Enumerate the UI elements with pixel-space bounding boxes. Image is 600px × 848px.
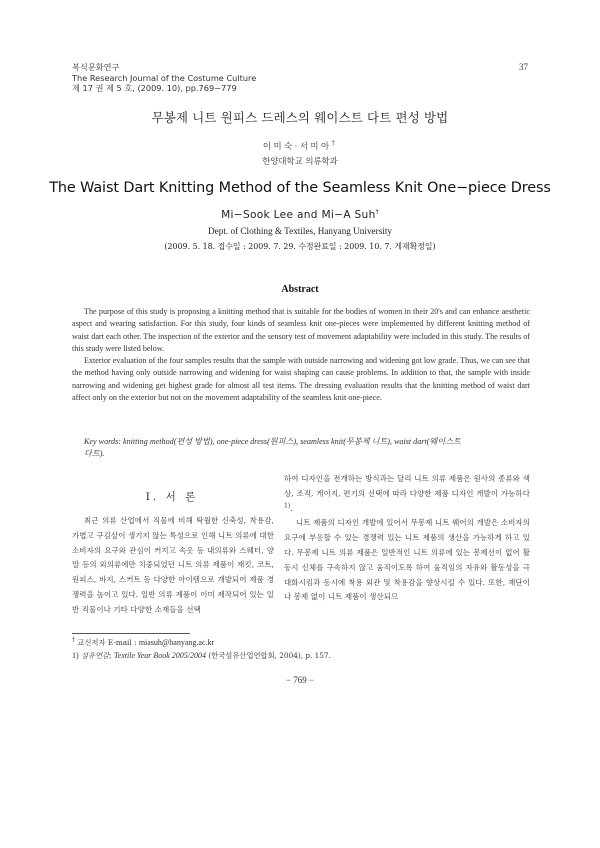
journal-name-en: The Research Journal of the Costume Culture [72,72,257,83]
authors-en [60,209,540,221]
footnote-ref-1: 1) [284,502,291,510]
corresponding-email: miasuh@hanyang.ac.kr [138,638,215,647]
footnote-1-rest: (한국섬유산업연합회, 2004), p. 157. [208,651,331,660]
footnote-1-number: 1) [72,651,79,660]
footnote-1-title: Textile Year Book 2005/2004 [113,651,207,660]
intro-paragraph-1-cont-text: 하여 디자인을 전개하는 방식과는 달리 니트 의류 제품은 원사의 종류와 색상, 조직, 게이지, 편기의 선택에 따라 다양한 제품 디자인 개발이 가능하다 [284,474,530,498]
received-dates: (2009. 5. 18. 접수일 : 2009. 7. 29. 수정완료일 : 2009. 10. 7. 게재확정일) [164,242,436,251]
affiliation-en: Dept. of Clothing & Textiles, Hanyang University [208,226,392,236]
intro-right-column [284,472,530,605]
footer-page-number: − 769 − [285,675,315,685]
footnote-corresponding-label: 교신저자 E-mail : [77,638,139,647]
affiliation-kr: 한양대학교 의류학과 [262,156,338,166]
footnote-1 [72,650,331,661]
authors-kr [60,140,540,152]
footnote-divider [72,633,190,634]
volume-line: 제 17 권 제 5 호, (2009. 10), pp.769∼779 [72,83,237,93]
page-number: 37 [519,62,528,72]
footnote-corresponding [72,637,214,648]
abstract-heading: Abstract [281,284,319,295]
intro-left-column [72,514,274,618]
corresponding-mark: † [331,140,338,148]
journal-name-kr: 복식문화연구 [72,62,120,72]
corresponding-mark-en: † [375,208,379,216]
abstract-paragraph-1: The purpose of this study is proposing a knitting method that is suitable for the bodies of women in their 20's and can enhance aesthetic aspect and wearing satisfaction. For this study, four kinds of seamless knit one-pieces were implemented by different knitting method of waist dart each other. The inspection of the exterior and the sensory test of movement adaptability were included in this study. The results of this study were listed below. [72,307,530,353]
journal-header [72,62,372,94]
title-kr: 무봉제 니트 원피스 드레스의 웨이스트 다트 편성 방법 [151,110,449,125]
abstract-paragraph-2: Exterior evaluation of the four samples results that the sample with outside narrowing and widening got low grade. Thus, we can see that the method having only outside narrowing and widening for waist shaping can cause problems. In addition to that, the sample with inside narrowing and widening get highest grade for almost all test items. The dressing evaluation results that the knitting method of waist dart affect only on the exterior but not on the movement adaptability of the seamless knit one-piece. [72,356,530,403]
intro-paragraph-1-cont-end: . [290,503,293,513]
intro-paragraph-1-cont [284,472,530,516]
authors-en-names: Mi−Sook Lee and Mi−A Suh [221,209,376,221]
title-en: The Waist Dart Knitting Method of the Seamless Knit One−piece Dress [49,180,551,196]
intro-paragraph-2: 니트 제품의 디자인 개발에 있어서 무봉제 니트 웨어의 개발은 소비자의 요구에 부응할 수 있는 경쟁력 있는 니트 제품의 생산을 가능하게 하고 있다. 무봉제 니트 의류 제품은 일반적인 니트 의류에 있는 봉제선이 없어 활동시 신체를 구속하지 않고 움직이도록 하여 움직임의 자유와 활동성을 극대화시킴과 동시에 착용 외관 및 착용감을 향상시킬 수 있다. 또한, 재단이나 봉제 없이 니트 제품이 생산되므 [284,518,530,602]
keywords: Key words: knitting method(편성 방법), one-piece dress(원피스), seamless knit(무봉제 니트), waist dart(웨이스트 다트). [84,437,461,458]
section-heading-introduction: Ⅰ. 서 론 [145,491,199,503]
abstract-body [72,306,530,404]
footnote-1-source-kr: 섬유연감; [81,651,112,660]
intro-paragraph-1: 최근 의류 산업에서 직물에 비해 탁월한 신축성, 착용감, 가볍고 구김살이 생기지 않는 특성으로 인해 니트 의류에 대한 소비자의 요구와 관심이 커지고 속옷 등 내의류와 스웨터, 양말 등의 외의류에만 치중되었던 니트 의류 제품이 재킷, 코트, 원피스, 바지, 스커트 등 다양한 아이템으로 개발되어 제품 경쟁력을 높이고 있다. 일반 의류 제품이 이미 제작되어 있는 일반 직물이나 기타 다양한 소재들을 선택 [72,516,274,614]
authors-kr-names: 이미숙·서미아 [262,141,332,151]
footnote-corresponding-mark: † [72,636,75,644]
